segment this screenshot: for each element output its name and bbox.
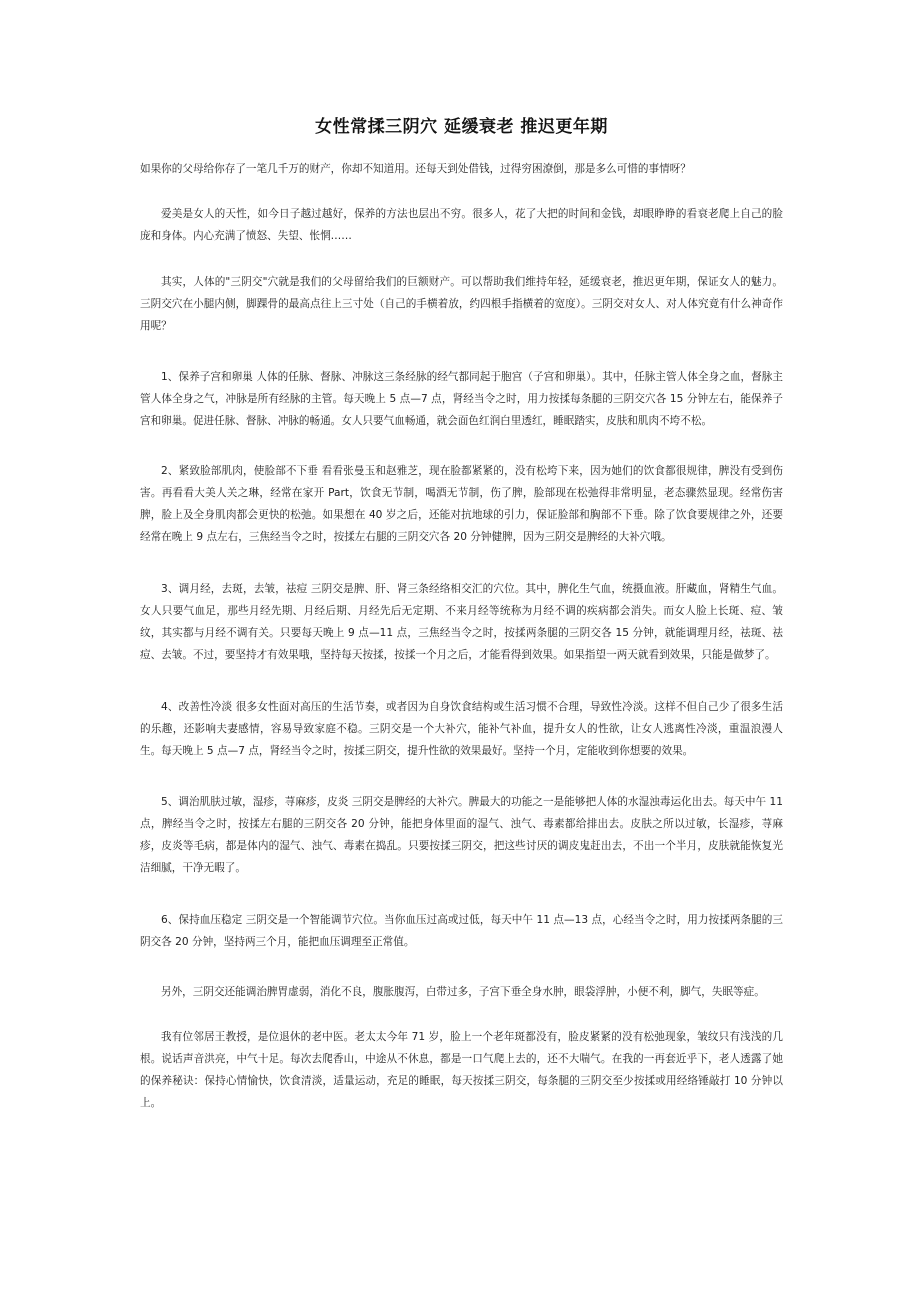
paragraph-intro: 如果你的父母给你存了一笔几千万的财产，你却不知道用。还每天到处借钱，过得穷困潦倒，那是多么可惜的事情呀？	[140, 163, 691, 175]
paragraph-sanyinjiao-intro: 其实，人体的"三阴交"穴就是我们的父母留给我们的巨额财产。可以帮助我们维持年轻，延缓衰老，推迟更年期，保证女人的魅力。三阴交穴在小腿内侧，脚踝骨的最高点往上三寸处（自己的手横着放，约四根手指横着的宽度）。三阴交对女人、对人体究竟有什么神奇作用呢？	[140, 276, 783, 332]
paragraph-beauty-nature: 爱美是女人的天性，如今日子越过越好，保养的方法也层出不穷。很多人，花了大把的时间和金钱，却眼睁睁的看衰老爬上自己的脸庞和身体。内心充满了愤怒、失望、怅惘……	[140, 208, 783, 242]
paragraph-benefit-4: 4、改善性冷淡 很多女性面对高压的生活节奏，或者因为自身饮食结构或生活习惯不合理，导致性冷淡。这样不但自己少了很多生活的乐趣，还影响夫妻感情，容易导致家庭不稳。三阴交是一个大补穴，能补气补血，提升女人的性欲，让女人逃离性冷淡，重温浪漫人生。每天晚上 5 点—7 点，肾经当令之时，按揉三阴交，提升性欲的效果最好。坚持一个月，定能收到你想要的效果。	[140, 701, 783, 757]
document-title: 女性常揉三阴穴 延缓衰老 推迟更年期	[315, 117, 608, 137]
paragraph-benefit-3: 3、调月经，去斑，去皱，祛痘 三阴交是脾、肝、肾三条经络相交汇的穴位。其中，脾化生气血，统摄血液。肝藏血，肾精生气血。女人只要气血足，那些月经先期、月经后期、月经先后无定期、不来月经等统称为月经不调的疾病都会消失。而女人脸上长斑、痘、皱纹，其实都与月经不调有关。只要每天晚上 9 点—11 点，三焦经当令之时，按揉两条腿的三阴交各 15 分钟，就能调理月经，祛斑、祛痘、去皱。不过，要坚持才有效果哦，坚持每天按揉，按揉一个月之后，才能看得到效果。如果指望一两天就看到效果，只能是做梦了。	[140, 583, 783, 661]
paragraph-other-benefits: 另外，三阴交还能调治脾胃虚弱，消化不良，腹胀腹泻，白带过多，子宫下垂全身水肿，眼袋浮肿，小便不利，脚气，失眠等症。	[161, 986, 765, 998]
paragraph-benefit-2: 2、紧致脸部肌肉，使脸部不下垂 看看张曼玉和赵雅芝，现在脸都紧紧的，没有松垮下来，因为她们的饮食都很规律，脾没有受到伤害。再看看大美人关之琳，经常在家开 Part，饮食无节制，喝酒无节制，伤了脾，脸部现在松弛得非常明显，老态骤然显现。经常伤害脾，脸上及全身肌肉都会更快的松弛。如果想在 40 岁之后，还能对抗地球的引力，保证脸部和胸部不下垂。除了饮食要规律之外，还要经常在晚上 9 点左右，三焦经当令之时，按揉左右腿的三阴交穴各 20 分钟健脾，因为三阴交是脾经的大补穴哦。	[140, 465, 783, 543]
paragraph-neighbor-story: 我有位邻居王教授，是位退休的老中医。老太太今年 71 岁，脸上一个老年斑都没有，脸皮紧紧的没有松弛现象，皱纹只有浅浅的几根。说话声音洪亮，中气十足。每次去爬香山，中途从不休息，都是一口气爬上去的，还不大喘气。在我的一再套近乎下，老人透露了她的保养秘诀：保持心情愉快，饮食清淡，适量运动，充足的睡眠，每天按揉三阴交，每条腿的三阴交至少按揉或用经络锤敲打 10 分钟以上。	[140, 1031, 783, 1109]
paragraph-benefit-5: 5、调治肌肤过敏，湿疹，荨麻疹，皮炎 三阴交是脾经的大补穴。脾最大的功能之一是能够把人体的水湿浊毒运化出去。每天中午 11 点，脾经当令之时，按揉左右腿的三阴交各 20 分钟，能把身体里面的湿气、浊气、毒素都给排出去。皮肤之所以过敏，长湿疹，荨麻疹，皮炎等毛病，都是体内的湿气、浊气、毒素在捣乱。只要按揉三阴交，把这些讨厌的调皮鬼赶出去，不出一个半月，皮肤就能恢复光洁细腻，干净无暇了。	[140, 796, 783, 874]
paragraph-benefit-6: 6、保持血压稳定 三阴交是一个智能调节穴位。当你血压过高或过低，每天中午 11 点—13 点，心经当令之时，用力按揉两条腿的三阴交各 20 分钟，坚持两三个月，能把血压调理至正常值。	[140, 914, 783, 948]
paragraph-benefit-1: 1、保养子宫和卵巢 人体的任脉、督脉、冲脉这三条经脉的经气都同起于胞宫（子宫和卵巢）。其中，任脉主管人体全身之血，督脉主管人体全身之气，冲脉是所有经脉的主管。每天晚上 5 点—7 点，肾经当令之时，用力按揉每条腿的三阴交穴各 15 分钟左右，能保养子宫和卵巢。促进任脉、督脉、冲脉的畅通。女人只要气血畅通，就会面色红润白里透红，睡眠踏实，皮肤和肌肉不垮不松。	[140, 371, 783, 427]
